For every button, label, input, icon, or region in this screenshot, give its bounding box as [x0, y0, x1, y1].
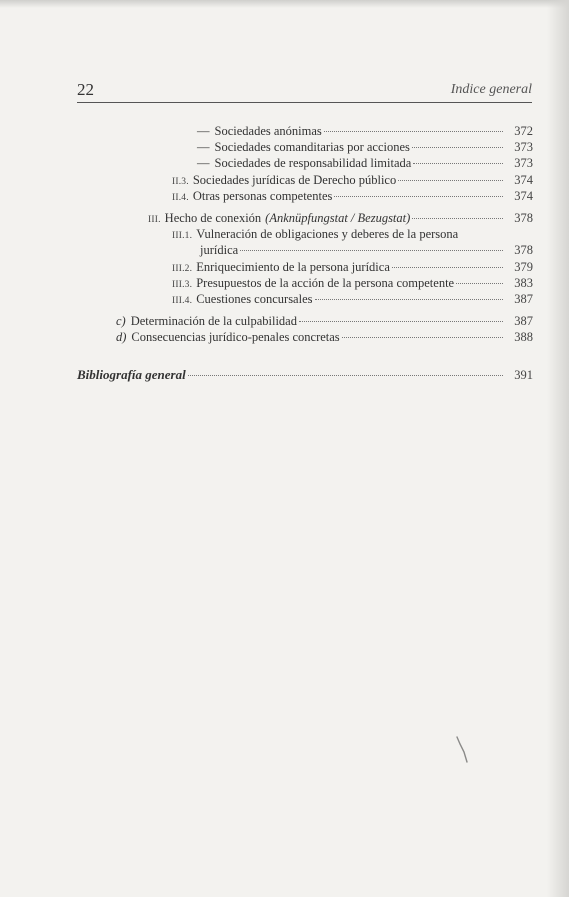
- dot-leader: [324, 131, 503, 132]
- toc-entry-continuation[interactable]: [200, 243, 533, 258]
- toc-entry[interactable]: [197, 156, 533, 171]
- entry-page: 387: [514, 314, 533, 328]
- entry-title: Cuestiones concursales: [196, 292, 313, 306]
- entry-page: 387: [514, 292, 533, 306]
- toc-entry[interactable]: [197, 140, 533, 155]
- entry-page: 372: [514, 124, 533, 138]
- entry-number: III.: [148, 215, 161, 225]
- toc-entry[interactable]: [172, 227, 533, 244]
- dot-leader: [412, 218, 503, 219]
- entry-number: III.1.: [172, 231, 193, 241]
- entry-page: 374: [514, 173, 533, 187]
- entry-page: 379: [514, 260, 533, 274]
- entry-title: Consecuencias jurídico-penales concretas: [131, 330, 340, 344]
- entry-page: 373: [514, 156, 533, 170]
- entry-page: 383: [514, 276, 533, 290]
- entry-title: Determinación de la culpabilidad: [130, 314, 297, 328]
- dot-leader: [315, 299, 504, 300]
- entry-dash: —: [197, 156, 210, 170]
- entry-dash: —: [197, 140, 210, 154]
- entry-title: Vulneración de obligaciones y deberes de la persona: [196, 227, 459, 241]
- entry-title: Presupuestos de la acción de la persona competente: [196, 276, 455, 290]
- entry-number: III.3.: [172, 280, 193, 290]
- entry-page: 378: [514, 243, 533, 257]
- entry-page: 373: [514, 140, 533, 154]
- toc-entry[interactable]: [116, 330, 533, 345]
- toc-entry[interactable]: [172, 173, 533, 190]
- entry-dash: —: [197, 124, 210, 138]
- dot-leader: [413, 163, 503, 164]
- entry-page: 374: [514, 189, 533, 203]
- toc-entry[interactable]: [197, 124, 533, 139]
- toc-entry-bibliography[interactable]: [77, 367, 533, 383]
- entry-number: III.2.: [172, 264, 193, 274]
- dot-leader: [299, 321, 503, 322]
- entry-title: Sociedades jurídicas de Derecho público: [192, 173, 397, 187]
- dot-leader: [334, 196, 503, 197]
- dot-leader: [456, 283, 503, 284]
- toc-entry[interactable]: [116, 314, 533, 329]
- toc-entry[interactable]: [172, 260, 533, 277]
- entry-title: Bibliografía general: [77, 367, 186, 382]
- dot-leader: [240, 250, 503, 251]
- page-right-shadow: [547, 0, 569, 897]
- entry-title: Otras personas competentes: [192, 189, 333, 203]
- entry-title: Sociedades comanditarias por acciones: [214, 140, 410, 154]
- dot-leader: [412, 147, 503, 148]
- entry-page: 388: [514, 330, 533, 344]
- page-top-shadow: [0, 0, 569, 8]
- page-header: [77, 80, 532, 103]
- entry-title: Sociedades de responsabilidad limitada: [214, 156, 412, 170]
- entry-title: Hecho de conexión: [164, 211, 262, 225]
- entry-number: II.3.: [172, 177, 189, 187]
- toc-entry[interactable]: [148, 211, 533, 228]
- entry-title: Enriquecimiento de la persona jurídica: [196, 260, 390, 274]
- dot-leader: [342, 337, 503, 338]
- dot-leader: [398, 180, 503, 181]
- entry-number: III.4.: [172, 296, 193, 306]
- entry-letter: c): [116, 314, 126, 328]
- toc-entry[interactable]: [172, 276, 533, 293]
- entry-title: Sociedades anónimas: [214, 124, 322, 138]
- scan-speck-mark: [455, 735, 469, 765]
- entry-page: 391: [514, 368, 533, 382]
- page-number: 22: [77, 80, 94, 99]
- entry-letter: d): [116, 330, 127, 344]
- toc-entry[interactable]: [172, 292, 533, 309]
- entry-title: jurídica: [200, 243, 239, 257]
- running-head: Indice general: [450, 82, 532, 97]
- entry-page: 378: [514, 211, 533, 225]
- dot-leader: [188, 375, 503, 376]
- entry-title-german: (Anknüpfungstat / Bezugstat): [265, 211, 411, 225]
- dot-leader: [392, 267, 503, 268]
- toc-entry[interactable]: [172, 189, 533, 206]
- entry-number: II.4.: [172, 193, 189, 203]
